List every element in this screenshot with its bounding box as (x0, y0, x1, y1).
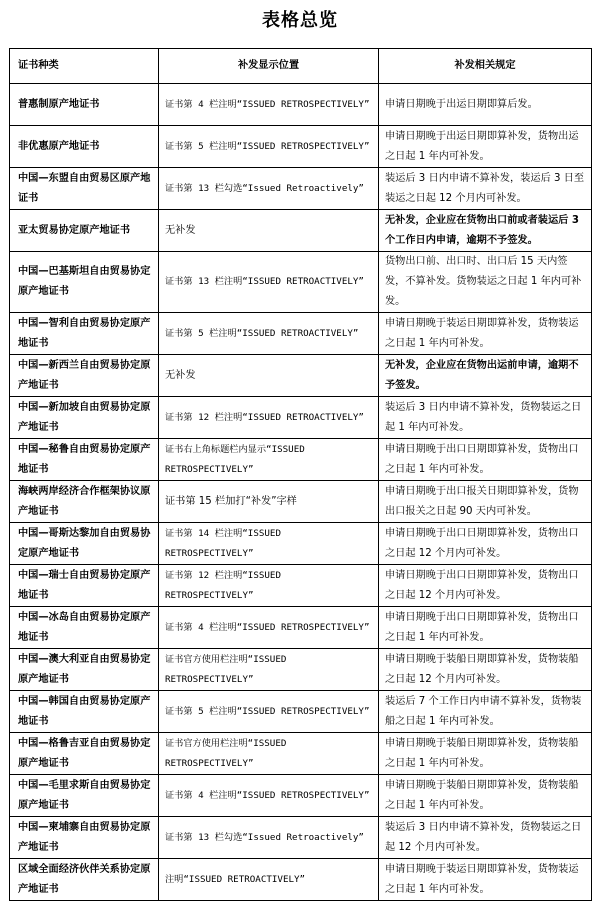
certificate-type-cell: 中国—秘鲁自由贸易协定原产地证书 (10, 439, 159, 481)
reissue-position-cell: 证书第 4 栏注明“ISSUED RETROSPECTIVELY” (159, 775, 379, 817)
reissue-position-cell: 证书第 13 栏勾选“Issued Retroactively” (159, 168, 379, 210)
certificate-type-cell: 中国—冰岛自由贸易协定原产地证书 (10, 607, 159, 649)
table-row (10, 397, 592, 439)
reissue-rule-cell: 申请日期晚于出口日期即算补发，货物出口之日起 12 个月内可补发。 (379, 565, 592, 607)
reissue-position-cell: 证书右上角标题栏内显示“ISSUED RETROSPECTIVELY” (159, 439, 379, 481)
reissue-position-cell: 证书第 5 栏注明“ISSUED RETROACTIVELY” (159, 313, 379, 355)
table-row (10, 313, 592, 355)
table-row (10, 733, 592, 775)
certificate-type-cell: 海峡两岸经济合作框架协议原产地证书 (10, 481, 159, 523)
table-row (10, 168, 592, 210)
reissue-position-cell: 证书官方使用栏注明“ISSUED RETROSPECTIVELY” (159, 733, 379, 775)
reissue-position-cell: 注明“ISSUED RETROACTIVELY” (159, 859, 379, 901)
reissue-position-cell: 证书第 13 栏勾选“Issued Retroactively” (159, 817, 379, 859)
table-header-row (10, 49, 592, 84)
table-row (10, 817, 592, 859)
table-row (10, 523, 592, 565)
table-row (10, 859, 592, 901)
reissue-rule-cell: 申请日期晚于出运日期即算补发，货物出运之日起 1 年内可补发。 (379, 126, 592, 168)
table-row (10, 775, 592, 817)
reissue-rule-cell: 申请日期晚于出口日期即算补发，货物出口之日起 1 年内可补发。 (379, 439, 592, 481)
table-row (10, 481, 592, 523)
reissue-position-cell: 证书第 12 栏注明“ISSUED RETROSPECTIVELY” (159, 565, 379, 607)
certificate-type-cell: 中国—澳大利亚自由贸易协定原产地证书 (10, 649, 159, 691)
certificate-type-cell: 普惠制原产地证书 (10, 84, 159, 126)
reissue-rule-cell: 申请日期晚于出口日期即算补发，货物出口之日起 12 个月内可补发。 (379, 523, 592, 565)
table-row (10, 649, 592, 691)
reissue-rule-cell: 装运后 3 日内申请不算补发，货物装运之日起 12 个月内可补发。 (379, 817, 592, 859)
page-title: 表格总览 (262, 10, 338, 31)
certificate-type-cell: 亚太贸易协定原产地证书 (10, 210, 159, 252)
table-row (10, 439, 592, 481)
table-row (10, 126, 592, 168)
reissue-position-cell: 证书第 4 栏注明“ISSUED RETROSPECTIVELY” (159, 607, 379, 649)
certificate-table (9, 48, 592, 901)
header-reissue-rules: 补发相关规定 (379, 49, 592, 84)
table-row (10, 355, 592, 397)
reissue-position-cell: 证书第 14 栏注明“ISSUED RETROSPECTIVELY” (159, 523, 379, 565)
reissue-position-cell: 证书第 5 栏注明“ISSUED RETROSPECTIVELY” (159, 691, 379, 733)
certificate-type-cell: 中国—韩国自由贸易协定原产地证书 (10, 691, 159, 733)
reissue-rule-cell: 申请日期晚于装运日期即算补发，货物装运之日起 1 年内可补发。 (379, 859, 592, 901)
reissue-position-cell: 证书第 12 栏注明“ISSUED RETROACTIVELY” (159, 397, 379, 439)
reissue-rule-cell: 无补发，企业应在货物出运前申请，逾期不予签发。 (379, 355, 592, 397)
certificate-type-cell: 中国—新西兰自由贸易协定原产地证书 (10, 355, 159, 397)
reissue-rule-cell: 申请日期晚于装船日期即算补发，货物装船之日起 1 年内可补发。 (379, 733, 592, 775)
reissue-rule-cell: 装运后 7 个工作日内申请不算补发，货物装船之日起 1 年内可补发。 (379, 691, 592, 733)
reissue-position-cell: 证书第 13 栏注明“ISSUED RETROACTIVELY” (159, 252, 379, 313)
table-row (10, 252, 592, 313)
certificate-type-cell: 中国—瑞士自由贸易协定原产地证书 (10, 565, 159, 607)
reissue-rule-cell: 申请日期晚于出运日期即算后发。 (379, 84, 592, 126)
certificate-type-cell: 非优惠原产地证书 (10, 126, 159, 168)
reissue-rule-cell: 申请日期晚于装运日期即算补发，货物装运之日起 1 年内可补发。 (379, 313, 592, 355)
certificate-type-cell: 中国—智利自由贸易协定原产地证书 (10, 313, 159, 355)
reissue-rule-cell: 无补发，企业应在货物出口前或者装运后 3 个工作日内申请，逾期不予签发。 (379, 210, 592, 252)
reissue-rule-cell: 申请日期晚于装船日期即算补发，货物装船之日起 1 年内可补发。 (379, 775, 592, 817)
header-reissue-position: 补发显示位置 (159, 49, 379, 84)
reissue-rule-cell: 装运后 3 日内申请不算补发，装运后 3 日至装运之日起 12 个月内可补发。 (379, 168, 592, 210)
certificate-type-cell: 中国—巴基斯坦自由贸易协定原产地证书 (10, 252, 159, 313)
certificate-type-cell: 中国—哥斯达黎加自由贸易协定原产地证书 (10, 523, 159, 565)
reissue-rule-cell: 装运后 3 日内申请不算补发，货物装运之日起 1 年内可补发。 (379, 397, 592, 439)
reissue-rule-cell: 申请日期晚于装船日期即算补发，货物装船之日起 12 个月内可补发。 (379, 649, 592, 691)
certificate-type-cell: 区域全面经济伙伴关系协定原产地证书 (10, 859, 159, 901)
table-row (10, 691, 592, 733)
table-row (10, 84, 592, 126)
reissue-position-cell: 无补发 (159, 210, 379, 252)
table-row (10, 607, 592, 649)
reissue-position-cell: 证书第 15 栏加打“补发”字样 (159, 481, 379, 523)
reissue-rule-cell: 申请日期晚于出口报关日期即算补发，货物出口报关之日起 90 天内可补发。 (379, 481, 592, 523)
reissue-rule-cell: 申请日期晚于出口日期即算补发，货物出口之日起 1 年内可补发。 (379, 607, 592, 649)
table-row (10, 210, 592, 252)
reissue-position-cell: 证书官方使用栏注明“ISSUED RETROSPECTIVELY” (159, 649, 379, 691)
header-certificate-type: 证书种类 (10, 49, 159, 84)
reissue-rule-cell: 货物出口前、出口时、出口后 15 天内签发，不算补发。货物装运之日起 1 年内可补发。 (379, 252, 592, 313)
reissue-position-cell: 证书第 5 栏注明“ISSUED RETROSPECTIVELY” (159, 126, 379, 168)
certificate-type-cell: 中国—新加坡自由贸易协定原产地证书 (10, 397, 159, 439)
reissue-position-cell: 无补发 (159, 355, 379, 397)
certificate-type-cell: 中国—东盟自由贸易区原产地证书 (10, 168, 159, 210)
certificate-type-cell: 中国—格鲁吉亚自由贸易协定原产地证书 (10, 733, 159, 775)
table-row (10, 565, 592, 607)
certificate-type-cell: 中国—柬埔寨自由贸易协定原产地证书 (10, 817, 159, 859)
reissue-position-cell: 证书第 4 栏注明“ISSUED RETROSPECTIVELY” (159, 84, 379, 126)
certificate-type-cell: 中国—毛里求斯自由贸易协定原产地证书 (10, 775, 159, 817)
